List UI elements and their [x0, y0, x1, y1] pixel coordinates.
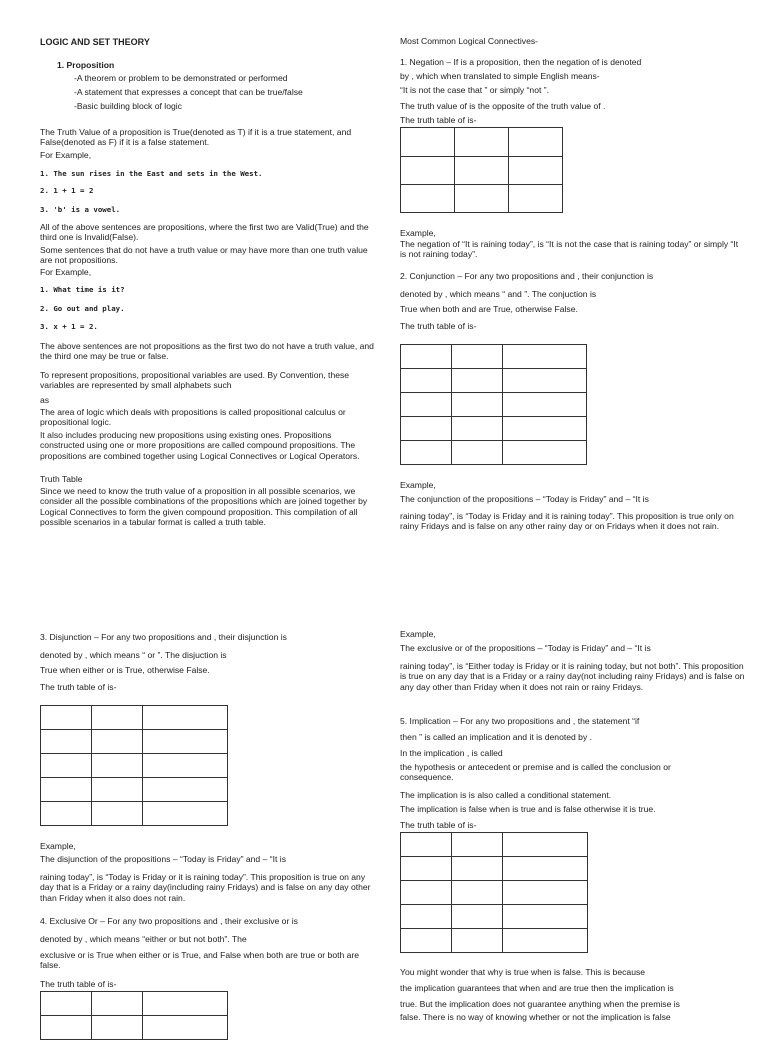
example-item: 3. x + 1 = 2.	[40, 322, 98, 331]
exclusive-or-text: The truth table of is-	[40, 979, 117, 989]
implication-truth-table	[400, 832, 588, 953]
implication-text: The truth table of is-	[400, 820, 477, 830]
implication-text: In the implication , is called	[400, 748, 503, 758]
example-item: 3. 'b' is a vowel.	[40, 205, 121, 214]
conjunction-text: 2. Conjunction – For any two propositions and , their conjunction is	[400, 271, 654, 281]
proposition-point: -A statement that expresses a concept that can be true/false	[74, 87, 303, 97]
exclusive-or-text: exclusive or is True when either or is True, and False when both are true or both are false.	[40, 950, 360, 971]
disjunction-text: denoted by , which means “ or ”. The disjuction is	[40, 650, 227, 660]
example-label: Example,	[400, 480, 436, 490]
example-item: 1. The sun rises in the East and sets in the West.	[40, 169, 263, 178]
exclusive-or-text: denoted by , which means “either or but not both”. The	[40, 934, 247, 944]
wonder-paragraph: You might wonder that why is true when is false. This is because	[400, 967, 646, 977]
disjunction-example: raining today”, is “Today is Friday or it is raining today”. This proposition is true on any day that is a Friday or a rainy day(including rainy Fridays) and is false on any day other than Friday when it also does not rain.	[40, 872, 371, 903]
also-paragraph: It also includes producing new propositions using existing ones. Propositions constructed using one or more propositions are called compound propositions. The propositions are combined together using Logical Connectives or Logical Operators.	[40, 430, 360, 461]
implication-text: 5. Implication – For any two propositions and , the statement “if	[400, 716, 640, 726]
conjunction-text: True when both and are True, otherwise False.	[400, 304, 578, 314]
for-example-label: For Example,	[40, 267, 92, 277]
wonder-paragraph: false. There is no way of knowing whether or not the implication is false	[400, 1012, 671, 1022]
some-paragraph: Some sentences that do not have a truth value or may have more than one truth value are not propositions.	[40, 245, 368, 266]
since-paragraph: Since we need to know the truth value of a proposition in all possible scenarios, we consider all the possible combinations of the propositions which are joined together by Logical Connectives to form the given compound proposition. This compilation of all possible scenarios in a tabular format is called a truth table.	[40, 486, 368, 528]
disjunction-text: True when either or is True, otherwise False.	[40, 665, 210, 675]
negation-text: The truth table of is-	[400, 115, 477, 125]
exclusive-or-text: 4. Exclusive Or – For any two propositions and , their exclusive or is	[40, 916, 298, 926]
area-paragraph: The area of logic which deals with propositions is called propositional calculus or propositional logic.	[40, 407, 346, 428]
wonder-paragraph: true. But the implication does not guarantee anything when the premise is	[400, 999, 680, 1009]
negation-example: The negation of “It is raining today”, is “It is not the case that is raining today” or simply “It is not raining today”.	[400, 239, 739, 260]
example-label: Example,	[400, 629, 436, 639]
example-label: Example,	[40, 841, 76, 851]
conjunction-example: The conjunction of the propositions – “Today is Friday” and – “It is	[400, 494, 649, 504]
conjunction-truth-table	[400, 344, 587, 465]
negation-text: The truth value of is the opposite of the truth value of .	[400, 101, 606, 111]
negation-text: by , which when translated to simple English means-	[400, 71, 600, 81]
example-label: Example,	[400, 228, 436, 238]
above-paragraph: All of the above sentences are propositions, where the first two are Valid(True) and the third one is Invalid(False).	[40, 222, 369, 243]
disjunction-truth-table	[40, 705, 228, 826]
example-item: 2. Go out and play.	[40, 304, 125, 313]
proposition-point: -Basic building block of logic	[74, 101, 182, 111]
implication-text: then ” is called an implication and it is denoted by .	[400, 732, 593, 742]
negation-truth-table	[400, 127, 563, 213]
implication-text: The implication is is also called a conditional statement.	[400, 790, 612, 800]
connectives-heading: Most Common Logical Connectives-	[400, 36, 539, 46]
represent-paragraph: To represent propositions, propositional variables are used. By Convention, these variables are represented by small alphabets such	[40, 370, 350, 391]
example-item: 1. What time is it?	[40, 285, 125, 294]
negation-text: 1. Negation – If is a proposition, then the negation of is denoted	[400, 57, 642, 67]
disjunction-text: 3. Disjunction – For any two propositions and , their disjunction is	[40, 632, 287, 642]
not-propositions-paragraph: The above sentences are not propositions as the first two do not have a truth value, and the third one may be true or false.	[40, 341, 374, 362]
wonder-paragraph: the implication guarantees that when and are true then the implication is	[400, 983, 674, 993]
truth-value-paragraph: The Truth Value of a proposition is True(denoted as T) if it is a true statement, and False(denoted as F) if it is a false statement.	[40, 127, 352, 148]
disjunction-example: The disjunction of the propositions – “Today is Friday” and – “It is	[40, 854, 286, 864]
conjunction-text: denoted by , which means “ and ”. The conjuction is	[400, 289, 597, 299]
for-example-label: For Example,	[40, 150, 92, 160]
implication-text: the hypothesis or antecedent or premise and is called the conclusion or consequence.	[400, 762, 671, 783]
proposition-point: -A theorem or problem to be demonstrated or performed	[74, 73, 288, 83]
truth-table-heading: Truth Table	[40, 474, 83, 484]
negation-text: “It is not the case that ” or simply “not ”.	[400, 85, 550, 95]
conjunction-example: raining today”, is “Today is Friday and it is raining today”. This proposition is true only on rainy Fridays and is false on any other rainy day or on Fridays when it does not rain.	[400, 511, 734, 532]
implication-text: The implication is false when is true and is false otherwise it is true.	[400, 804, 656, 814]
disjunction-text: The truth table of is-	[40, 682, 117, 692]
exclusive-or-example: The exclusive or of the propositions – “Today is Friday” and – “It is	[400, 643, 651, 653]
exclusive-or-truth-table	[40, 991, 228, 1040]
example-item: 2. 1 + 1 = 2	[40, 186, 94, 195]
page-title: LOGIC AND SET THEORY	[40, 37, 150, 47]
exclusive-or-example: raining today”, is “Either today is Friday or it is raining today, but not both”. This proposition is true on any day that is a Friday or a rainy day(not including rainy Fridays) and is false on any day other than Friday when it does not rain or rainy Fridays.	[400, 661, 745, 692]
conjunction-text: The truth table of is-	[400, 321, 477, 331]
proposition-heading: 1. Proposition	[57, 60, 115, 70]
as-line: as	[40, 395, 50, 405]
